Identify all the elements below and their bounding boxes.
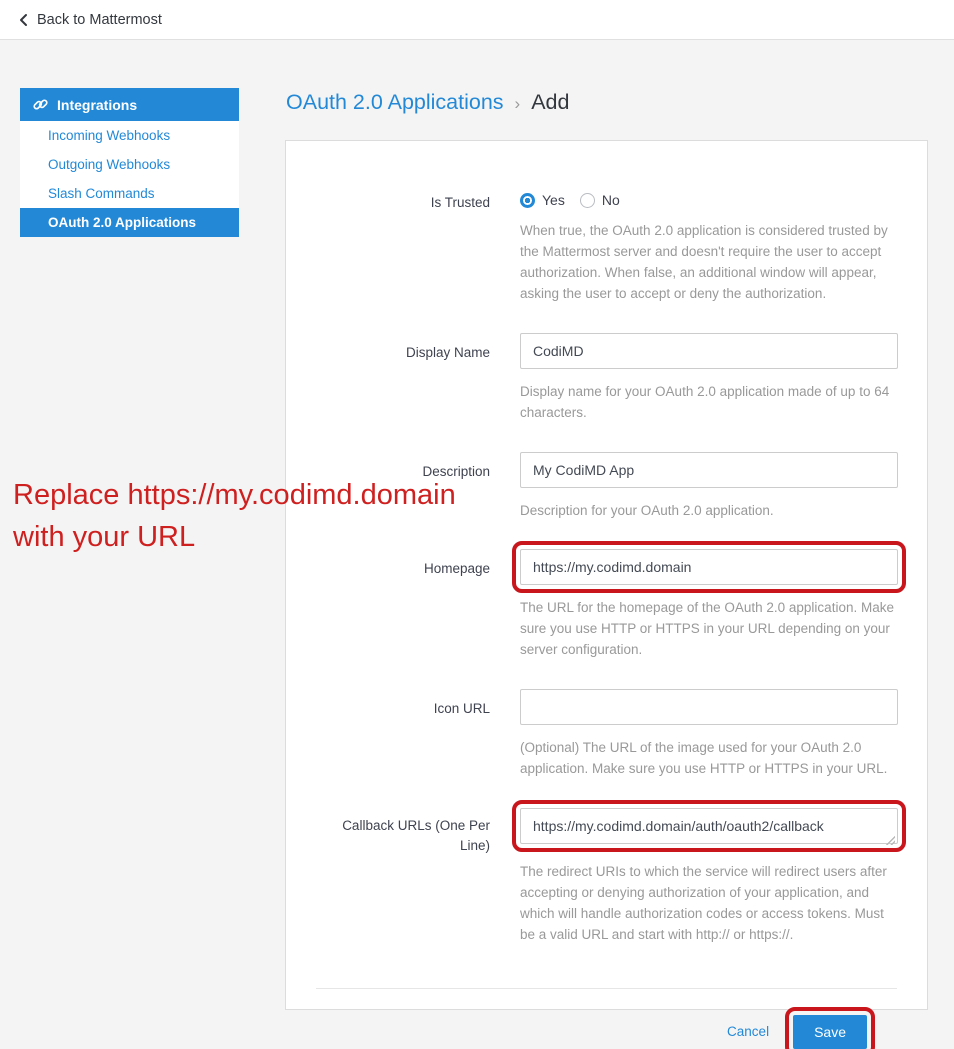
callback-urls-textarea[interactable] bbox=[520, 808, 898, 844]
integrations-sidebar bbox=[20, 88, 239, 237]
icon-url-label: Icon URL bbox=[433, 701, 490, 717]
icon-url-row bbox=[316, 689, 897, 780]
form-footer bbox=[316, 989, 897, 1049]
breadcrumb bbox=[286, 90, 569, 115]
sidebar-item-oauth-applications[interactable]: OAuth 2.0 Applications bbox=[20, 208, 239, 237]
breadcrumb-current-add: Add bbox=[531, 90, 570, 114]
is-trusted-label: Is Trusted bbox=[430, 195, 490, 210]
is-trusted-help-text: When true, the OAuth 2.0 application is considered trusted by the Mattermost server and doesn't require the user to accept authorization. When false, an additional window will appear, asking the user to accept or deny the authorization. bbox=[520, 223, 888, 301]
sidebar-item-outgoing-webhooks[interactable]: Outgoing Webhooks bbox=[48, 157, 171, 172]
is-trusted-yes-label: Yes bbox=[542, 192, 565, 208]
display-name-label: Display Name bbox=[405, 344, 490, 360]
radio-unchecked-icon bbox=[580, 193, 595, 208]
homepage-help-text: The URL for the homepage of the OAuth 2.0 application. Make sure you use HTTP or HTTPS in your URL depending on your server configuration. bbox=[520, 600, 894, 658]
description-help-text: Description for your OAuth 2.0 application. bbox=[520, 502, 774, 518]
is-trusted-row bbox=[316, 191, 897, 305]
cancel-button[interactable]: Cancel bbox=[727, 1024, 770, 1040]
display-name-input[interactable] bbox=[520, 333, 898, 369]
radio-checked-icon bbox=[520, 193, 535, 208]
description-input[interactable] bbox=[520, 452, 898, 488]
callback-urls-label: Callback URLs (One Per Line) bbox=[342, 818, 490, 853]
back-to-mattermost-link[interactable] bbox=[18, 12, 162, 28]
description-label: Description bbox=[422, 463, 490, 479]
breadcrumb-oauth-applications-link[interactable]: OAuth 2.0 Applications bbox=[286, 90, 504, 114]
homepage-row bbox=[316, 549, 897, 661]
sidebar-item-slash-commands[interactable]: Slash Commands bbox=[48, 186, 155, 201]
is-trusted-yes-radio[interactable] bbox=[520, 192, 565, 208]
sidebar-header-label: Integrations bbox=[57, 96, 138, 113]
annotation-line-1: Replace https://my.codimd.domain bbox=[13, 479, 456, 511]
homepage-label: Homepage bbox=[423, 561, 490, 577]
is-trusted-radio-group bbox=[520, 191, 898, 208]
is-trusted-no-radio[interactable] bbox=[580, 192, 620, 208]
sidebar-header-integrations bbox=[20, 88, 239, 121]
link-icon bbox=[33, 97, 48, 112]
callback-urls-row bbox=[316, 808, 897, 946]
callback-urls-help-text: The redirect URIs to which the service will redirect users after accepting or denying authorization of your application, and which will handle authorization codes or access tokens. Must be a valid URL and start with http:// or https://. bbox=[520, 864, 887, 942]
save-button[interactable]: Save bbox=[793, 1015, 867, 1049]
icon-url-help-text: (Optional) The URL of the image used for your OAuth 2.0 application. Make sure you use HTTP or HTTPS in your URL. bbox=[520, 740, 888, 777]
homepage-input[interactable] bbox=[520, 549, 898, 585]
annotation-line-2: with your URL bbox=[13, 521, 196, 553]
icon-url-input[interactable] bbox=[520, 689, 898, 725]
sidebar-item-incoming-webhooks[interactable]: Incoming Webhooks bbox=[48, 128, 171, 143]
top-bar bbox=[0, 0, 954, 40]
back-link-label: Back to Mattermost bbox=[37, 11, 162, 28]
description-row bbox=[316, 452, 897, 522]
display-name-help-text: Display name for your OAuth 2.0 application made of up to 64 characters. bbox=[520, 383, 890, 420]
chevron-left-icon bbox=[18, 13, 29, 27]
oauth-add-form bbox=[286, 141, 927, 1049]
display-name-row bbox=[316, 333, 897, 424]
breadcrumb-separator-icon: › bbox=[514, 93, 521, 113]
is-trusted-no-label: No bbox=[601, 192, 620, 208]
oauth-add-form-panel bbox=[285, 140, 928, 1040]
